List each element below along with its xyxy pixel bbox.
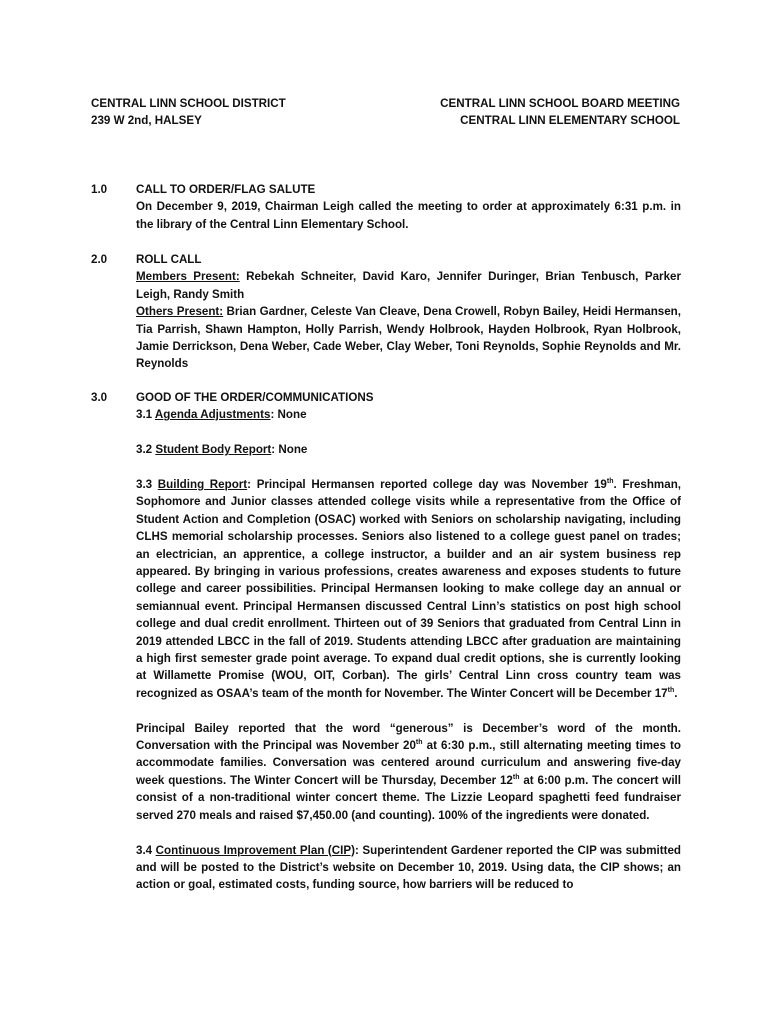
section-number: 2.0 [91, 253, 108, 266]
header-left [91, 95, 286, 129]
others-present [136, 303, 681, 373]
ordinal-suffix: th [512, 774, 520, 782]
item-text: : Superintendent Gardener reported the CIP was submitted and will be posted to the District’s website on December 10, 2019. Using data, the CIP shows; an action or goal, estimated costs, funding source, how barriers will be reduced to [136, 843, 681, 892]
members-list: Rebekah Schneiter, David Karo, Jennifer Duringer, Brian Tenbusch, Parker Leigh, Randy Smith [136, 270, 681, 301]
section-title: CALL TO ORDER/FLAG SALUTE [136, 183, 316, 196]
ordinal-suffix: th [415, 739, 423, 747]
ordinal-suffix: th [667, 687, 675, 695]
item-label: Continuous Improvement Plan (CIP) [155, 843, 355, 857]
student-body-report [136, 441, 681, 458]
section-title: GOOD OF THE ORDER/COMMUNICATIONS [136, 391, 374, 404]
others-label: Others Present: [136, 305, 224, 319]
item-text: : None [270, 408, 307, 422]
item-label: Building Report [157, 478, 248, 491]
principal-bailey-report [136, 720, 681, 824]
call-to-order-text: On December 9, 2019, Chairman Leigh called the meeting to order at approximately 6:31 p.m. in the library of the Central Linn Elementary School. [136, 200, 681, 231]
section-call-to-order [91, 181, 681, 233]
meeting-location: CENTRAL LINN ELEMENTARY SCHOOL [460, 114, 680, 127]
district-name: CENTRAL LINN SCHOOL DISTRICT [91, 97, 286, 110]
paragraph-text: Principal Bailey reported that the word “generous” is December’s word of the month. Conversation with the Principal was November 20 [136, 721, 681, 753]
district-address: 239 W 2nd, HALSEY [91, 114, 202, 127]
header-right [440, 95, 680, 129]
item-text: : Principal Hermansen reported college day was November 19 [247, 478, 607, 491]
ordinal-suffix: th [606, 478, 614, 486]
item-number: 3.2 [136, 443, 156, 457]
members-label: Members Present: [136, 270, 240, 284]
item-number: 3.3 [136, 478, 158, 491]
continuous-improvement-plan [136, 842, 681, 894]
building-report [136, 476, 681, 702]
paragraph-text: at 6:00 p.m. The concert will consist of a non-traditional winter concert theme. The Lizzie Leopard spaghetti feed fundraiser served 270 meals and raised $7,450.00 (and counting). 100% of the ingredients were donated. [136, 773, 681, 822]
item-label: Agenda Adjustments [154, 408, 271, 422]
section-roll-call [91, 251, 681, 373]
item-number: 3.4 [136, 843, 156, 857]
item-text: . Freshman, Sophomore and Junior classes attended college visits while a representative from the Office of Student Action and Completion (OSAC) worked with Seniors on scholarship navigating, including CLHS memorial scholarship processes. Seniors also listened to a college guest panel on trades; an electrician, an apprentice, a college instructor, a builder and an air system business rep appeared. By bringing in various professions, creates awareness and exposes students to future college and career possibilities. Principal Hermansen looking to make college day an annual or semiannual event. Principal Hermansen discussed Central Linn’s statistics on post high school college and dual credit enrollment. Thirteen out of 39 Seniors that graduated from Central Linn in 2019 attended LBCC in the fall of 2019. Students attending LBCC after graduation are maintaining a high first semester grade point average. To expand dual credit options, she is currently looking at Willamette Promise (WOU, OIT, Corban). The girls’ Central Linn cross country team was recognized as OSAA’s team of the month for November. The Winter Concert will be December 17 [136, 478, 681, 700]
item-text: . [674, 686, 678, 700]
others-list: Brian Gardner, Celeste Van Cleave, Dena Crowell, Robyn Bailey, Heidi Hermansen, Tia Parrish, Shawn Hampton, Holly Parrish, Wendy Holbrook, Hayden Holbrook, Ryan Holbrook, Jamie Derrickson, Dena Weber, Cade Weber, Clay Weber, Toni Reynolds, Sophie Reynolds and Mr. Reynolds [136, 305, 681, 371]
paragraph-text: at 6:30 p.m., still alternating meeting times to accommodate families. Conversation was centered around curriculum and answering five-day week questions. The Winter Concert will be Thursday, December 12 [136, 739, 681, 787]
item-text: : None [271, 443, 308, 457]
members-present [136, 268, 681, 303]
section-title: ROLL CALL [136, 253, 202, 266]
item-number: 3.1 [136, 408, 155, 422]
meeting-name: CENTRAL LINN SCHOOL BOARD MEETING [440, 97, 680, 110]
section-number: 3.0 [91, 391, 108, 404]
section-good-of-order [91, 389, 681, 894]
section-number: 1.0 [91, 183, 108, 196]
item-label: Student Body Report [155, 443, 272, 457]
agenda-adjustments [136, 406, 681, 423]
